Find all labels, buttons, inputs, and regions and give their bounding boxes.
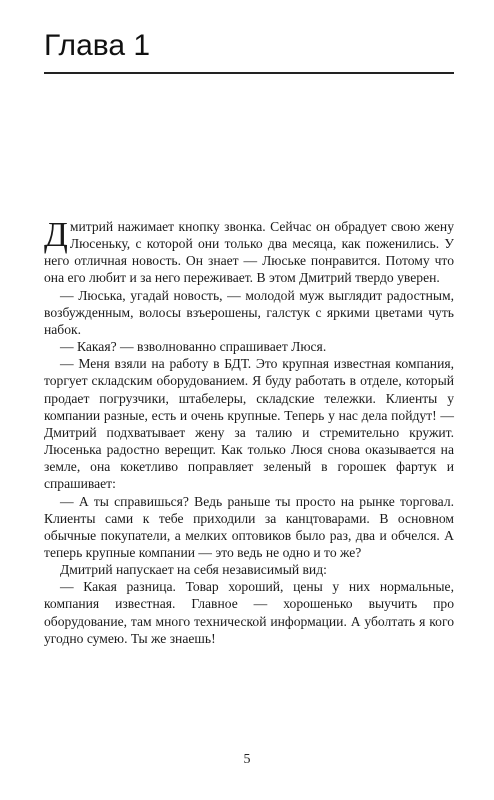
paragraph-1: [44, 215, 454, 287]
drop-cap: Д: [44, 215, 68, 254]
page-number: 5: [243, 752, 251, 767]
paragraph-5: — А ты справишься? Ведь раньше ты просто на рынке торговал. Клиенты сами к тебе приходили за канцтоварами. В основном обычные покупатели, а мелких оптовиков было раз, два и обчелся. А теперь крупные компании — это ведь не одно и то же?: [44, 493, 454, 560]
paragraph-7: — Какая разница. Товар хороший, цены у них нормальные, компания известная. Главное — хорошенько выучить про оборудование, там много технической информации. А уболтать я кого угодно сумею. Ты же знаешь!: [44, 579, 454, 646]
paragraph-2: — Люська, угадай новость, — молодой муж выглядит радостным, возбужденным, волосы взъерошены, галстук с яркими цветами чуть набок.: [44, 287, 454, 337]
paragraph-6: Дмитрий напускает на себя независимый вид:: [60, 562, 327, 578]
paragraph-4: — Меня взяли на работу в БДТ. Это крупная известная компания, торгует складским оборудованием. Я буду работать в отделе, который продает погрузчики, штабелеры, складские тележки. Клиенты у компании разные, есть и очень крупные. Теперь у нас дела пойдут! — Дмитрий подхватывает жену за талию и стремительно кружит. Люсенька радостно верещит. Как только Люся снова оказывается на земле, она кокетливо поправляет зеленый в горошек фартук и спрашивает:: [44, 356, 454, 492]
paragraph-3: — Какая? — взволнованно спрашивает Люся.: [60, 339, 327, 355]
title-underline: [44, 72, 454, 74]
paragraph-1-text: митрий нажимает кнопку звонка. Сейчас он обрадует свою жену Люсеньку, с которой они только два месяца, как поженились. У него отличная новость. Он знает — Люське понравится. Потому что она его любит и за него переживает. В этом Дмитрий твердо уверен.: [44, 219, 454, 286]
body-text: [44, 215, 454, 647]
chapter-title: Глава 1: [44, 29, 151, 62]
